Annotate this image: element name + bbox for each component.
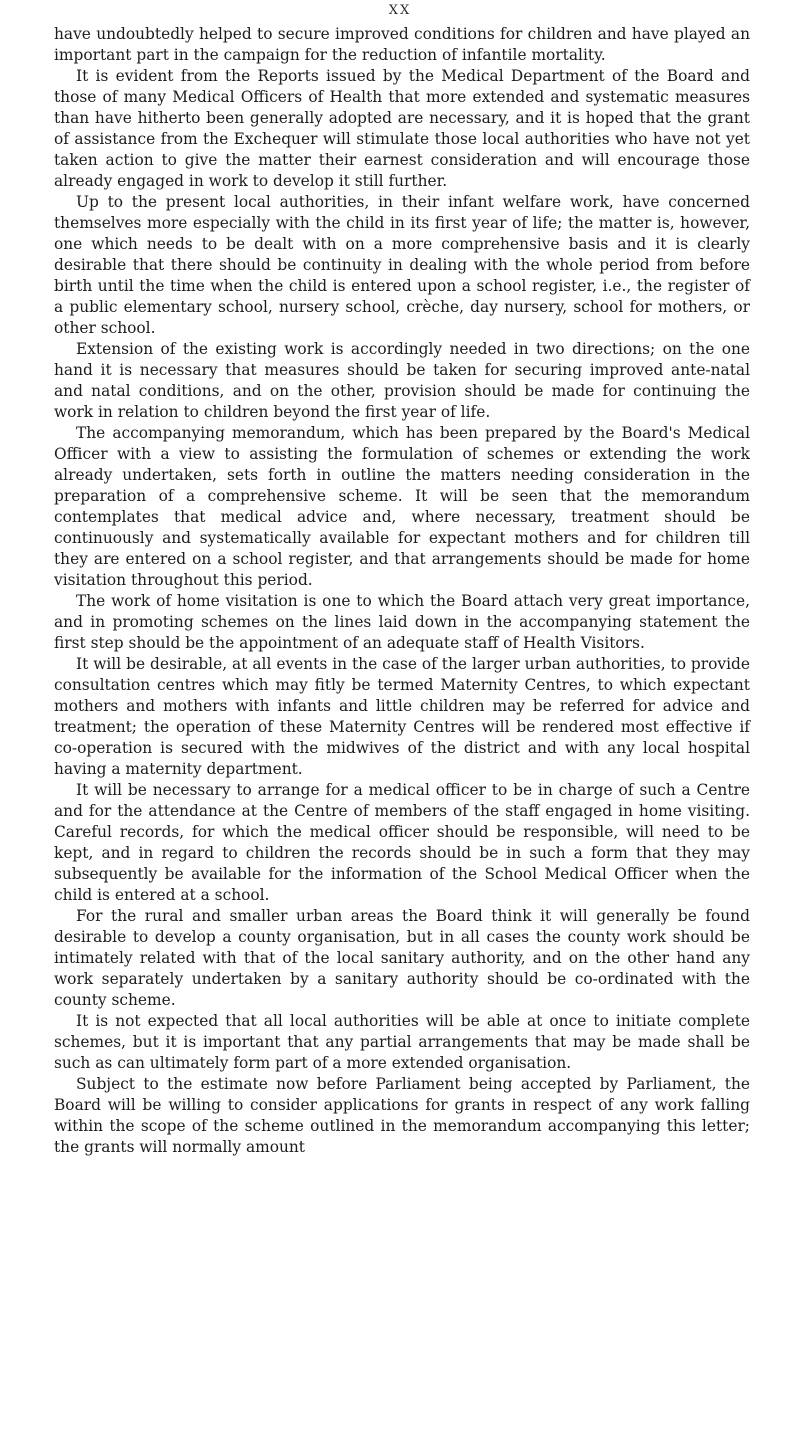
paragraph-6: The work of home visitation is one to which the Board attach very great importance, and in promoting schemes on the lines laid down in the accompanying statement the first step should be the appointment of an adequate staff of Health Visitors. xyxy=(54,592,750,652)
paragraph-7: It will be desirable, at all events in the case of the larger urban authorities, to provide consultation centres which may fitly be termed Maternity Centres, to which expectant mothers and mothers with infants and little children may be referred for advice and treatment; the operation of these Maternity Centres will be rendered most effective if co-operation is secured with the midwives of the district and with any local hospital having a maternity department. xyxy=(54,655,750,778)
body-text xyxy=(54,24,750,1158)
paragraph-8: It will be necessary to arrange for a medical officer to be in charge of such a Centre and for the attendance at the Centre of members of the staff engaged in home visiting. Careful records, for which the medical officer should be responsible, will need to be kept, and in regard to children the records should be in such a form that they may subsequently be available for the information of the School Medical Officer when the child is entered at a school. xyxy=(54,781,750,904)
paragraph-5: The accompanying memorandum, which has been prepared by the Board's Medical Officer with a view to assisting the formulation of schemes or extending the work already undertaken, sets forth in outline the matters needing consideration in the preparation of a comprehensive scheme. It will be seen that the memorandum contemplates that medical advice and, where necessary, treatment should be continuously and systematically available for expectant mothers and for children till they are entered on a school register, and that arrangements should be made for home visitation throughout this period. xyxy=(54,424,750,589)
paragraph-9: For the rural and smaller urban areas the Board think it will generally be found desirable to develop a county organisation, but in all cases the county work should be intimately related with that of the local sanitary authority, and on the other hand any work separately undertaken by a sanitary authority should be co-ordinated with the county scheme. xyxy=(54,907,750,1009)
paragraph-2: It is evident from the Reports issued by the Medical Department of the Board and those of many Medical Officers of Health that more extended and systematic measures than have hitherto been generally adopted are necessary, and it is hoped that the grant of assistance from the Exchequer will stimulate those local authorities who have not yet taken action to give the matter their earnest consideration and will encourage those already engaged in work to develop it still further. xyxy=(54,67,750,190)
paragraph-10: It is not expected that all local authorities will be able at once to initiate complete schemes, but it is important that any partial arrangements that may be made shall be such as can ultimately form part of a more extended organisation. xyxy=(54,1012,750,1072)
page-number: XX xyxy=(388,3,412,18)
paragraph-3: Up to the present local authorities, in their infant welfare work, have concerned themselves more especially with the child in its first year of life; the matter is, however, one which needs to be dealt with on a more comprehensive basis and it is clearly desirable that there should be continuity in dealing with the whole period from before birth until the time when the child is entered upon a school register, i.e., the register of a public elementary school, nursery school, crèche, day nursery, school for mothers, or other school. xyxy=(54,193,750,337)
paragraph-1: have undoubtedly helped to secure improved conditions for children and have played an important part in the campaign for the reduction of infantile mortality. xyxy=(54,25,750,64)
paragraph-4: Extension of the existing work is accordingly needed in two directions; on the one hand it is necessary that measures should be taken for securing improved ante-natal and natal conditions, and on the other, provision should be made for continuing the work in relation to children beyond the first year of life. xyxy=(54,340,750,421)
paragraph-11: Subject to the estimate now before Parliament being accepted by Parliament, the Board will be willing to consider applications for grants in respect of any work falling within the scope of the scheme outlined in the memorandum accompanying this letter; the grants will normally amount xyxy=(54,1075,750,1156)
